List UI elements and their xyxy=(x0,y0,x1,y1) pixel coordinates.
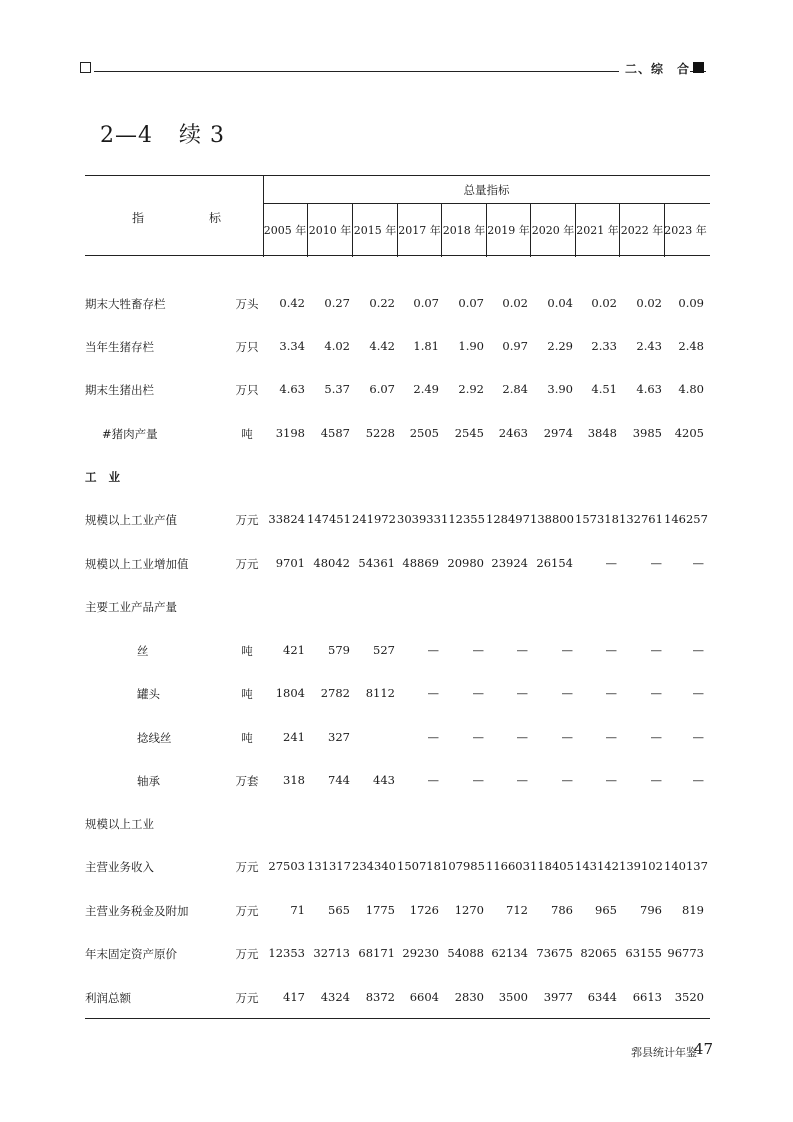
row-unit: 万元 xyxy=(235,904,259,918)
value-cell: 2.29 xyxy=(547,339,573,353)
value-cell: 965 xyxy=(595,903,617,917)
section-row xyxy=(85,469,710,487)
table-row xyxy=(85,643,710,661)
row-unit: 万元 xyxy=(235,947,259,961)
table-row xyxy=(85,382,710,400)
value-cell: 3.90 xyxy=(547,382,573,396)
value-cell: 796 xyxy=(640,903,662,917)
row-unit: 万元 xyxy=(235,557,259,571)
value-cell: — xyxy=(472,643,484,657)
value-cell: 3848 xyxy=(587,426,617,440)
row-label: 期末大牲畜存栏 xyxy=(85,297,166,311)
value-cell: 3500 xyxy=(498,990,528,1004)
value-cell: 132761 xyxy=(619,512,663,526)
value-cell: 23924 xyxy=(491,556,528,570)
value-cell: 565 xyxy=(328,903,350,917)
value-cell: 443 xyxy=(373,773,395,787)
value-cell: 8112 xyxy=(365,686,395,700)
row-unit: 吨 xyxy=(241,687,253,701)
table-number: 2—4 xyxy=(100,123,153,148)
value-cell: 2.43 xyxy=(636,339,662,353)
row-label: 主要工业产品产量 xyxy=(85,600,177,614)
row-label: 期末生猪出栏 xyxy=(85,383,154,397)
value-cell: 2974 xyxy=(543,426,573,440)
value-cell: — xyxy=(650,730,662,744)
page-number: 47 xyxy=(693,1040,713,1058)
value-cell: 1804 xyxy=(275,686,305,700)
table-row xyxy=(85,426,710,444)
value-cell: 3977 xyxy=(543,990,573,1004)
row-unit: 万只 xyxy=(235,340,259,354)
indicator-header-2: 标 xyxy=(209,211,222,225)
value-cell: 2830 xyxy=(454,990,484,1004)
value-cell: 5.37 xyxy=(324,382,350,396)
value-cell: 4205 xyxy=(674,426,704,440)
value-cell: 2.49 xyxy=(413,382,439,396)
value-cell: 0.09 xyxy=(678,296,704,310)
table-row xyxy=(85,946,710,964)
table-row xyxy=(85,903,710,921)
value-cell: 138800 xyxy=(530,512,574,526)
table-row xyxy=(85,556,710,574)
value-cell: — xyxy=(472,773,484,787)
value-cell: 2782 xyxy=(320,686,350,700)
value-cell: 712 xyxy=(506,903,528,917)
value-cell: 1726 xyxy=(409,903,439,917)
row-unit: 吨 xyxy=(241,731,253,745)
table-row xyxy=(85,686,710,704)
table-title xyxy=(100,118,225,149)
value-cell: 579 xyxy=(328,643,350,657)
value-cell: 241 xyxy=(283,730,305,744)
value-cell: 3198 xyxy=(275,426,305,440)
table-row xyxy=(85,990,710,1008)
year-header: 2020 年 xyxy=(530,203,575,257)
value-cell: 4587 xyxy=(320,426,350,440)
value-cell: 4.63 xyxy=(636,382,662,396)
value-cell: 54088 xyxy=(447,946,484,960)
value-cell: 421 xyxy=(283,643,305,657)
row-label: 轴承 xyxy=(137,774,160,788)
value-cell: 139102 xyxy=(619,859,663,873)
value-cell: — xyxy=(650,556,662,570)
table-row xyxy=(85,512,710,530)
value-cell: 1.81 xyxy=(413,339,439,353)
value-cell: 2505 xyxy=(409,426,439,440)
value-cell: — xyxy=(605,556,617,570)
value-cell: 1.90 xyxy=(458,339,484,353)
value-cell: — xyxy=(472,730,484,744)
value-cell: 1270 xyxy=(454,903,484,917)
value-cell: 63155 xyxy=(625,946,662,960)
value-cell: 786 xyxy=(551,903,573,917)
value-cell: — xyxy=(427,686,439,700)
value-cell: 819 xyxy=(682,903,704,917)
value-cell: 0.97 xyxy=(502,339,528,353)
running-header xyxy=(80,58,712,78)
row-unit: 万只 xyxy=(235,383,259,397)
value-cell: 128497 xyxy=(486,512,530,526)
value-cell: 146257 xyxy=(664,512,708,526)
value-cell: 327 xyxy=(328,730,350,744)
value-cell: 6613 xyxy=(632,990,662,1004)
year-header: 2017 年 xyxy=(397,203,441,257)
table-row xyxy=(85,816,710,834)
value-cell: 2.84 xyxy=(502,382,528,396)
value-cell: — xyxy=(605,686,617,700)
year-header: 2015 年 xyxy=(352,203,397,257)
table-row xyxy=(85,859,710,877)
value-cell: 2.92 xyxy=(458,382,484,396)
value-cell: — xyxy=(427,643,439,657)
row-unit: 万元 xyxy=(235,991,259,1005)
value-cell: 0.42 xyxy=(279,296,305,310)
row-label: 年末固定资产原价 xyxy=(85,947,177,961)
value-cell: — xyxy=(692,686,704,700)
value-cell: — xyxy=(516,773,528,787)
row-label: 主营业务税金及附加 xyxy=(85,904,189,918)
year-header: 2018 年 xyxy=(441,203,486,257)
year-header: 2019 年 xyxy=(486,203,530,257)
row-label: 规模以上工业 xyxy=(85,817,154,831)
table-row xyxy=(85,773,710,791)
value-cell: 107985 xyxy=(441,859,485,873)
value-cell: 62134 xyxy=(491,946,528,960)
value-cell: 131317 xyxy=(307,859,351,873)
value-cell: — xyxy=(650,686,662,700)
table-row xyxy=(85,296,710,314)
value-cell: 4.02 xyxy=(324,339,350,353)
value-cell: — xyxy=(561,773,573,787)
value-cell: — xyxy=(692,556,704,570)
value-cell: — xyxy=(561,643,573,657)
value-cell: — xyxy=(472,686,484,700)
value-cell: 116603 xyxy=(486,859,530,873)
value-cell: 4.80 xyxy=(678,382,704,396)
value-cell: 0.27 xyxy=(324,296,350,310)
row-label: 规模以上工业增加值 xyxy=(85,557,189,571)
table-bottom-rule xyxy=(85,1018,710,1019)
row-label: 丝 xyxy=(137,644,149,658)
value-cell: 82065 xyxy=(580,946,617,960)
value-cell: — xyxy=(650,643,662,657)
table-title-suffix: 续 3 xyxy=(179,123,225,148)
year-header: 2010 年 xyxy=(307,203,352,257)
header-section-title: 二、综 合 xyxy=(619,60,690,77)
value-cell: 54361 xyxy=(358,556,395,570)
value-cell: 0.02 xyxy=(502,296,528,310)
value-cell: 3985 xyxy=(632,426,662,440)
value-cell: 1775 xyxy=(365,903,395,917)
year-header: 2023 年 xyxy=(664,203,706,257)
value-cell: 112355 xyxy=(441,512,485,526)
value-cell: 0.07 xyxy=(458,296,484,310)
value-cell: 12353 xyxy=(268,946,305,960)
value-cell: 303933 xyxy=(397,512,441,526)
table-row xyxy=(85,730,710,748)
year-header: 2005 年 xyxy=(263,224,307,237)
value-cell: 71 xyxy=(290,903,305,917)
value-cell: 241972 xyxy=(352,512,396,526)
footer-book-title: 郛县统计年鉴 xyxy=(631,1046,697,1059)
value-cell: 147451 xyxy=(307,512,351,526)
header-rule xyxy=(94,71,706,72)
value-cell: 8372 xyxy=(365,990,395,1004)
indicator-header: 指 xyxy=(132,211,145,225)
value-cell: 26154 xyxy=(536,556,573,570)
value-cell: 0.04 xyxy=(547,296,573,310)
value-cell: — xyxy=(561,730,573,744)
value-cell: 0.07 xyxy=(413,296,439,310)
value-cell: 33824 xyxy=(268,512,305,526)
value-cell: — xyxy=(561,686,573,700)
row-label: 捻线丝 xyxy=(137,731,172,745)
value-cell: 5228 xyxy=(365,426,395,440)
value-cell: 3520 xyxy=(674,990,704,1004)
year-header: 2021 年 xyxy=(575,203,619,257)
value-cell: — xyxy=(692,773,704,787)
row-label: 规模以上工业产值 xyxy=(85,513,177,527)
row-label: #猪肉产量 xyxy=(102,427,158,441)
value-cell: 0.02 xyxy=(636,296,662,310)
value-cell: 2.33 xyxy=(591,339,617,353)
value-cell: 143142 xyxy=(575,859,619,873)
value-cell: 417 xyxy=(283,990,305,1004)
value-cell: 150718 xyxy=(397,859,441,873)
row-label: 工 业 xyxy=(85,470,125,484)
value-cell: 96773 xyxy=(667,946,704,960)
value-cell: 73675 xyxy=(536,946,573,960)
value-cell: 0.22 xyxy=(369,296,395,310)
value-cell: 2.48 xyxy=(678,339,704,353)
value-cell: — xyxy=(605,773,617,787)
value-cell: 48869 xyxy=(402,556,439,570)
table-header xyxy=(85,175,710,256)
row-unit: 万元 xyxy=(235,860,259,874)
value-cell: — xyxy=(427,730,439,744)
value-cell: 4.51 xyxy=(591,382,617,396)
value-cell: — xyxy=(650,773,662,787)
row-label: 利润总额 xyxy=(85,991,131,1005)
value-cell: — xyxy=(516,730,528,744)
header-square-icon xyxy=(693,62,704,73)
value-cell: 3.34 xyxy=(279,339,305,353)
value-cell: 6.07 xyxy=(369,382,395,396)
value-cell: 527 xyxy=(373,643,395,657)
value-cell: — xyxy=(427,773,439,787)
value-cell: 157318 xyxy=(575,512,619,526)
group-header-total: 总量指标 xyxy=(463,183,510,197)
value-cell: 2545 xyxy=(454,426,484,440)
value-cell: — xyxy=(605,643,617,657)
value-cell: 4.42 xyxy=(369,339,395,353)
value-cell: 118405 xyxy=(530,859,574,873)
value-cell: — xyxy=(516,643,528,657)
value-cell: 48042 xyxy=(313,556,350,570)
value-cell: 6344 xyxy=(587,990,617,1004)
value-cell: 140137 xyxy=(664,859,708,873)
value-cell: 20980 xyxy=(447,556,484,570)
value-cell: — xyxy=(516,686,528,700)
value-cell: 0.02 xyxy=(591,296,617,310)
row-unit: 万头 xyxy=(235,297,259,311)
table-row xyxy=(85,599,710,617)
value-cell: 29230 xyxy=(402,946,439,960)
row-unit: 万元 xyxy=(235,513,259,527)
row-label: 当年生猪存栏 xyxy=(85,340,154,354)
value-cell: 744 xyxy=(328,773,350,787)
value-cell: 4324 xyxy=(320,990,350,1004)
value-cell: — xyxy=(692,643,704,657)
year-header: 2022 年 xyxy=(619,203,664,257)
row-label: 主营业务收入 xyxy=(85,860,154,874)
value-cell: — xyxy=(605,730,617,744)
value-cell: — xyxy=(692,730,704,744)
row-unit: 吨 xyxy=(241,644,253,658)
row-label: 罐头 xyxy=(137,687,160,701)
header-box-icon xyxy=(80,62,91,73)
value-cell: 6604 xyxy=(409,990,439,1004)
value-cell: 4.63 xyxy=(279,382,305,396)
value-cell: 234340 xyxy=(352,859,396,873)
value-cell: 32713 xyxy=(313,946,350,960)
row-unit: 吨 xyxy=(241,427,253,441)
value-cell: 68171 xyxy=(358,946,395,960)
row-unit: 万套 xyxy=(235,774,259,788)
value-cell: 2463 xyxy=(498,426,528,440)
value-cell: 9701 xyxy=(275,556,305,570)
table-row xyxy=(85,339,710,357)
value-cell: 27503 xyxy=(268,859,305,873)
value-cell: 318 xyxy=(283,773,305,787)
